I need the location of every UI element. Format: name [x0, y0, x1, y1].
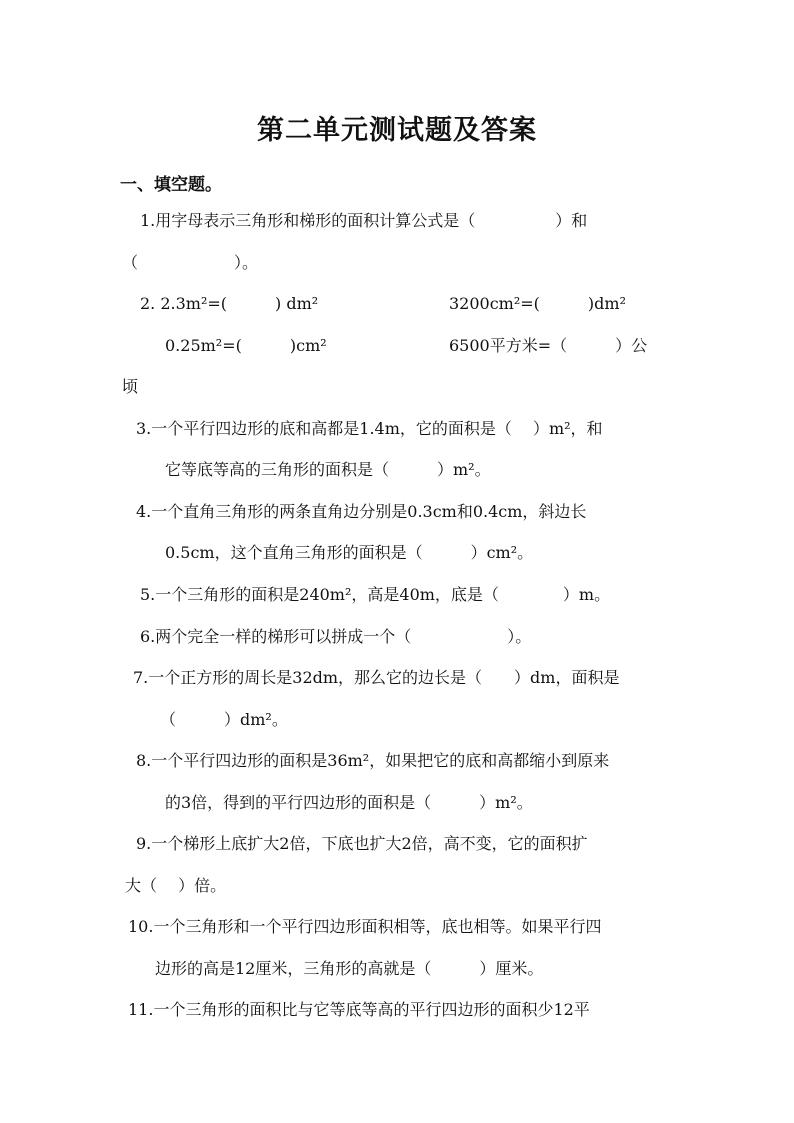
- question-1-line-2: （ ）。: [122, 253, 259, 272]
- page-title: 第二单元测试题及答案: [257, 115, 537, 146]
- question-4-line-1: 4.一个直角三角形的两条直角边分别是0.3cm和0.4cm，斜边长: [136, 502, 587, 521]
- question-3-line-1: 3.一个平行四边形的底和高都是1.4m，它的面积是（ ）m²，和: [136, 419, 603, 438]
- question-1-line-1: 1.用字母表示三角形和梯形的面积计算公式是（ ）和: [140, 211, 588, 230]
- question-2-item-b: 3200cm²=( )dm²: [449, 294, 626, 313]
- question-7-line-2: （ ）dm²。: [160, 710, 288, 729]
- question-2-item-c: 0.25m²=( )cm²: [165, 336, 327, 355]
- question-10-line-2: 边形的高是12厘米，三角形的高就是（ ）厘米。: [155, 959, 544, 978]
- question-10-line-1: 10.一个三角形和一个平行四边形面积相等，底也相等。如果平行四: [128, 917, 602, 936]
- question-4-line-2: 0.5cm，这个直角三角形的面积是（ ）cm²。: [165, 543, 534, 562]
- question-3-line-2: 它等底等高的三角形的面积是（ ）m²。: [165, 460, 491, 479]
- section-heading: 一、填空题。: [120, 175, 222, 195]
- question-7-line-1: 7.一个正方形的周长是32dm，那么它的边长是（ ）dm，面积是: [133, 668, 620, 687]
- question-2-item-d-cont: 顷: [122, 377, 139, 396]
- question-2-item-d: 6500平方米=（ ）公: [449, 336, 648, 355]
- question-6: 6.两个完全一样的梯形可以拼成一个（ ）。: [140, 627, 532, 646]
- question-2-item-a: 2. 2.3m²=( ) dm²: [140, 294, 319, 313]
- question-9-line-1: 9.一个梯形上底扩大2倍，下底也扩大2倍，高不变，它的面积扩: [136, 834, 588, 853]
- question-9-line-2: 大（ ）倍。: [125, 876, 227, 895]
- question-8-line-1: 8.一个平行四边形的面积是36m²，如果把它的底和高都缩小到原来: [136, 751, 610, 770]
- question-5: 5.一个三角形的面积是240m²，高是40m，底是（ ）m。: [140, 585, 611, 604]
- question-11-line-1: 11.一个三角形的面积比与它等底等高的平行四边形的面积少12平: [128, 1000, 590, 1019]
- question-8-line-2: 的3倍，得到的平行四边形的面积是（ ）m²。: [165, 793, 533, 812]
